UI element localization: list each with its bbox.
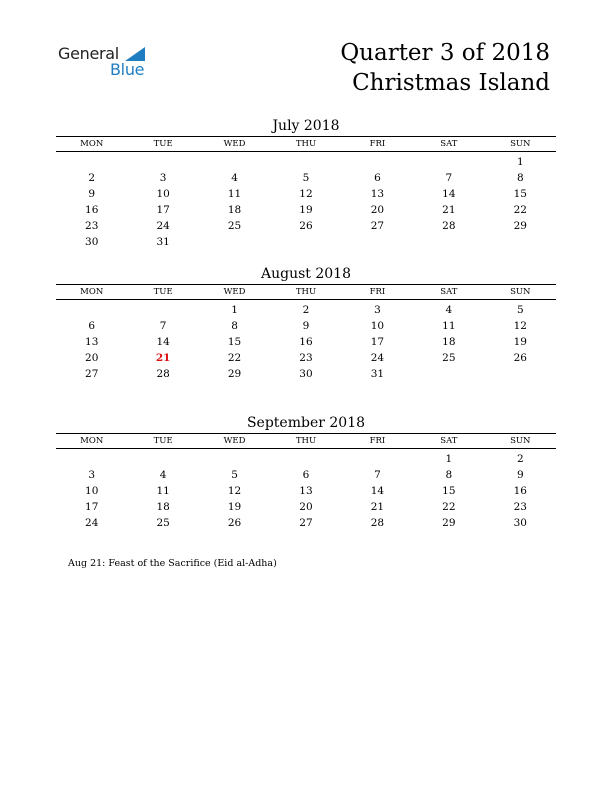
weekday-label: TUE bbox=[153, 139, 173, 149]
weekday-label: FRI bbox=[369, 287, 386, 297]
empty-day-cell bbox=[199, 451, 270, 467]
day-cell: 21 bbox=[442, 204, 456, 216]
day-cell: 31 bbox=[370, 368, 385, 380]
empty-day-cell bbox=[56, 154, 127, 170]
day-cell: 23 bbox=[513, 501, 527, 513]
day-cell: 6 bbox=[302, 469, 310, 481]
day-cell: 1 bbox=[231, 304, 238, 316]
day-cell: 2 bbox=[88, 172, 96, 184]
weekday-label: SAT bbox=[440, 436, 458, 446]
day-cell: 17 bbox=[85, 501, 99, 513]
weekday-label: WED bbox=[223, 139, 246, 149]
month-title: August 2018 bbox=[261, 266, 351, 282]
day-grid bbox=[56, 154, 556, 250]
month-title: July 2018 bbox=[272, 118, 340, 134]
day-cell: 9 bbox=[88, 188, 96, 200]
day-cell: 27 bbox=[85, 368, 99, 380]
day-cell: 4 bbox=[445, 304, 453, 316]
day-cell: 11 bbox=[442, 320, 456, 332]
weekday-label: FRI bbox=[369, 139, 386, 149]
day-cell: 17 bbox=[156, 204, 170, 216]
day-cell: 28 bbox=[442, 220, 456, 232]
month-title: September 2018 bbox=[246, 415, 366, 431]
day-cell: 24 bbox=[85, 517, 99, 529]
day-cell: 9 bbox=[516, 469, 524, 481]
day-cell: 16 bbox=[513, 485, 527, 497]
day-cell: 11 bbox=[156, 485, 170, 497]
weekday-label: SUN bbox=[510, 436, 531, 446]
empty-day-cell bbox=[342, 451, 413, 467]
weekday-label: THU bbox=[295, 287, 317, 297]
day-cell: 19 bbox=[299, 204, 313, 216]
weekday-label: MON bbox=[80, 287, 104, 297]
day-cell: 6 bbox=[88, 320, 96, 332]
day-cell: 5 bbox=[516, 304, 524, 316]
day-cell: 7 bbox=[159, 320, 167, 332]
day-cell: 5 bbox=[302, 172, 310, 184]
empty-day-cell bbox=[270, 451, 341, 467]
day-cell: 18 bbox=[227, 204, 242, 216]
day-cell: 12 bbox=[227, 485, 242, 497]
day-cell: 28 bbox=[156, 368, 170, 380]
weekday-label: THU bbox=[295, 139, 317, 149]
day-cell: 7 bbox=[445, 172, 453, 184]
day-cell: 10 bbox=[156, 188, 170, 200]
empty-day-cell bbox=[127, 302, 198, 318]
month-calendar-july bbox=[56, 116, 556, 250]
empty-day-cell bbox=[342, 154, 413, 170]
day-cell: 17 bbox=[370, 336, 385, 348]
day-cell: 3 bbox=[159, 172, 167, 184]
month-calendar-august bbox=[56, 264, 556, 382]
day-cell: 12 bbox=[513, 320, 527, 332]
day-cell: 22 bbox=[227, 352, 242, 364]
weekday-header bbox=[56, 433, 556, 449]
day-cell: 23 bbox=[85, 220, 99, 232]
empty-day-cell bbox=[56, 451, 127, 467]
day-cell: 24 bbox=[156, 220, 170, 232]
day-cell: 29 bbox=[442, 517, 456, 529]
day-cell: 25 bbox=[442, 352, 456, 364]
weekday-label: MON bbox=[80, 139, 104, 149]
weekday-label: SUN bbox=[510, 287, 531, 297]
day-cell: 10 bbox=[85, 485, 99, 497]
empty-day-cell bbox=[127, 451, 198, 467]
day-cell: 4 bbox=[231, 172, 238, 184]
day-cell: 22 bbox=[513, 204, 527, 216]
logo-text-general: General bbox=[58, 44, 119, 63]
day-cell: 26 bbox=[299, 220, 313, 232]
day-cell: 8 bbox=[445, 469, 453, 481]
day-cell: 9 bbox=[302, 320, 310, 332]
day-cell: 30 bbox=[299, 368, 313, 380]
empty-day-cell bbox=[199, 154, 270, 170]
day-cell: 5 bbox=[231, 469, 238, 481]
day-cell: 29 bbox=[227, 368, 242, 380]
day-cell: 6 bbox=[374, 172, 381, 184]
day-cell: 4 bbox=[159, 469, 167, 481]
day-cell: 24 bbox=[370, 352, 385, 364]
empty-day-cell bbox=[270, 154, 341, 170]
day-cell: 16 bbox=[85, 204, 99, 216]
day-cell: 12 bbox=[299, 188, 313, 200]
weekday-label: FRI bbox=[369, 436, 386, 446]
weekday-label: TUE bbox=[153, 436, 173, 446]
day-cell: 20 bbox=[370, 204, 385, 216]
day-cell: 25 bbox=[227, 220, 242, 232]
day-cell: 26 bbox=[227, 517, 242, 529]
day-cell: 22 bbox=[442, 501, 456, 513]
holiday-day-cell: 21 bbox=[155, 352, 171, 364]
day-cell: 11 bbox=[227, 188, 242, 200]
weekday-label: SUN bbox=[510, 139, 531, 149]
day-cell: 19 bbox=[227, 501, 242, 513]
day-cell: 2 bbox=[302, 304, 310, 316]
day-cell: 23 bbox=[299, 352, 313, 364]
weekday-label: SAT bbox=[440, 139, 458, 149]
title-quarter: Quarter 3 of 2018 bbox=[340, 40, 550, 66]
day-grid bbox=[56, 302, 556, 382]
day-cell: 20 bbox=[299, 501, 313, 513]
day-cell: 13 bbox=[299, 485, 313, 497]
day-cell: 27 bbox=[370, 220, 385, 232]
weekday-label: SAT bbox=[440, 287, 458, 297]
empty-day-cell bbox=[413, 154, 484, 170]
weekday-header bbox=[56, 284, 556, 300]
day-cell: 3 bbox=[374, 304, 381, 316]
day-cell: 20 bbox=[85, 352, 99, 364]
weekday-label: THU bbox=[295, 436, 317, 446]
weekday-header bbox=[56, 136, 556, 152]
logo-triangle-icon bbox=[125, 47, 145, 61]
day-cell: 31 bbox=[156, 236, 170, 248]
title-country: Christmas Island bbox=[352, 70, 550, 96]
day-cell: 30 bbox=[513, 517, 527, 529]
day-cell: 14 bbox=[156, 336, 170, 348]
day-cell: 16 bbox=[299, 336, 313, 348]
holiday-note: Aug 21: Feast of the Sacrifice (Eid al-Adha) bbox=[68, 558, 277, 569]
day-cell: 13 bbox=[85, 336, 99, 348]
day-cell: 13 bbox=[370, 188, 385, 200]
day-cell: 14 bbox=[370, 485, 385, 497]
day-cell: 18 bbox=[156, 501, 170, 513]
weekday-label: WED bbox=[223, 436, 246, 446]
generalblue-logo bbox=[58, 44, 158, 80]
day-cell: 18 bbox=[442, 336, 456, 348]
page-title bbox=[340, 38, 550, 98]
day-cell: 21 bbox=[370, 501, 385, 513]
month-calendar-september bbox=[56, 413, 556, 531]
weekday-label: WED bbox=[223, 287, 246, 297]
empty-day-cell bbox=[56, 302, 127, 318]
logo-text-blue: Blue bbox=[110, 60, 145, 79]
day-cell: 3 bbox=[88, 469, 96, 481]
day-cell: 8 bbox=[516, 172, 524, 184]
day-cell: 27 bbox=[299, 517, 313, 529]
day-cell: 2 bbox=[516, 453, 524, 465]
day-cell: 19 bbox=[513, 336, 527, 348]
day-cell: 29 bbox=[513, 220, 527, 232]
day-cell: 1 bbox=[516, 156, 524, 168]
day-cell: 14 bbox=[442, 188, 456, 200]
day-cell: 7 bbox=[374, 469, 381, 481]
day-cell: 15 bbox=[227, 336, 242, 348]
day-cell: 8 bbox=[231, 320, 238, 332]
empty-day-cell bbox=[127, 154, 198, 170]
day-cell: 15 bbox=[442, 485, 456, 497]
day-cell: 26 bbox=[513, 352, 527, 364]
day-cell: 10 bbox=[370, 320, 385, 332]
weekday-label: TUE bbox=[153, 287, 173, 297]
day-cell: 30 bbox=[85, 236, 99, 248]
day-cell: 25 bbox=[156, 517, 170, 529]
day-cell: 15 bbox=[513, 188, 527, 200]
day-cell: 28 bbox=[370, 517, 385, 529]
weekday-label: MON bbox=[80, 436, 104, 446]
day-grid bbox=[56, 451, 556, 531]
day-cell: 1 bbox=[445, 453, 453, 465]
